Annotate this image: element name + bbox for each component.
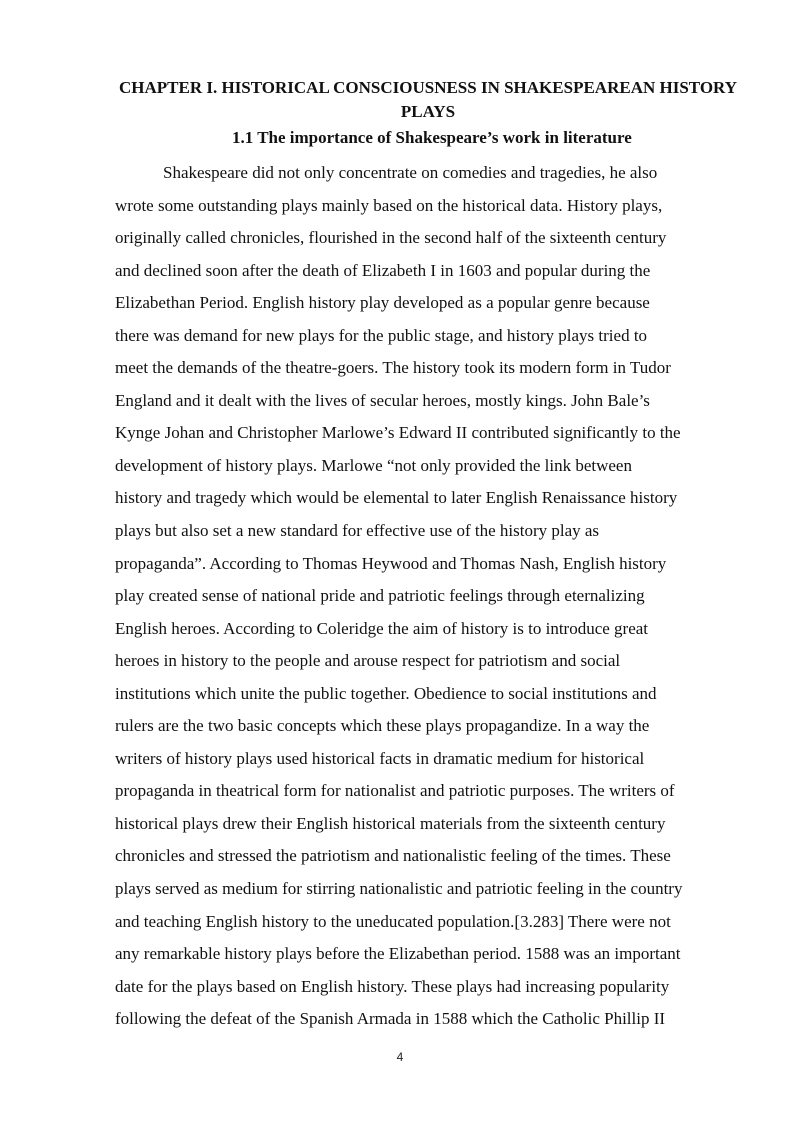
body-line: and declined soon after the death of Elizabeth I in 1603 and popular during the <box>115 260 651 280</box>
body-line: following the defeat of the Spanish Armada in 1588 which the Catholic Phillip II <box>115 1009 666 1029</box>
body-line: any remarkable history plays before the Elizabethan period. 1588 was an important <box>115 944 681 964</box>
body-line: propaganda in theatrical form for nationalist and patriotic purposes. The writers of <box>115 781 675 801</box>
body-line: meet the demands of the theatre-goers. The history took its modern form in Tudor <box>115 358 671 378</box>
body-line: development of history plays. Marlowe “not only provided the link between <box>115 455 632 475</box>
body-line: originally called chronicles, flourished in the second half of the sixteenth century <box>115 228 667 248</box>
body-line: England and it dealt with the lives of secular heroes, mostly kings. John Bale’s <box>115 390 650 410</box>
body-line: Elizabethan Period. English history play developed as a popular genre because <box>115 293 650 313</box>
body-paragraph <box>115 157 755 1036</box>
body-line: heroes in history to the people and arouse respect for patriotism and social <box>115 651 621 671</box>
page-number: 4 <box>396 1050 404 1064</box>
body-line: Kynge Johan and Christopher Marlowe’s Edward II contributed significantly to the <box>115 423 681 443</box>
body-line: writers of history plays used historical facts in dramatic medium for historical <box>115 748 645 768</box>
body-line: Shakespeare did not only concentrate on comedies and tragedies, he also <box>163 163 658 182</box>
body-line: plays served as medium for stirring nationalistic and patriotic feeling in the country <box>115 879 683 899</box>
section-title: 1.1 The importance of Shakespeare’s work in literature <box>232 128 632 147</box>
body-line: institutions which unite the public together. Obedience to social institutions and <box>115 683 657 703</box>
chapter-title: CHAPTER I. HISTORICAL CONSCIOUSNESS IN SHAKESPEAREAN HISTORY PLAYS <box>118 78 738 121</box>
body-line: chronicles and stressed the patriotism and nationalistic feeling of the times. These <box>115 846 671 866</box>
body-line: English heroes. According to Coleridge the aim of history is to introduce great <box>115 618 649 638</box>
body-line: historical plays drew their English historical materials from the sixteenth century <box>115 813 666 833</box>
body-line: rulers are the two basic concepts which these plays propagandize. In a way the <box>115 716 650 736</box>
body-line: and teaching English history to the uneducated population.[3.283] There were not <box>115 911 671 931</box>
body-line: wrote some outstanding plays mainly based on the historical data. History plays, <box>115 195 663 215</box>
body-line: date for the plays based on English history. These plays had increasing popularity <box>115 976 670 996</box>
body-line: history and tragedy which would be elemental to later English Renaissance history <box>115 488 678 508</box>
body-line: propaganda”. According to Thomas Heywood and Thomas Nash, English history <box>115 553 667 573</box>
body-line: there was demand for new plays for the public stage, and history plays tried to <box>115 325 648 345</box>
body-line: plays but also set a new standard for effective use of the history play as <box>115 521 600 541</box>
body-line: play created sense of national pride and patriotic feelings through eternalizing <box>115 586 645 606</box>
